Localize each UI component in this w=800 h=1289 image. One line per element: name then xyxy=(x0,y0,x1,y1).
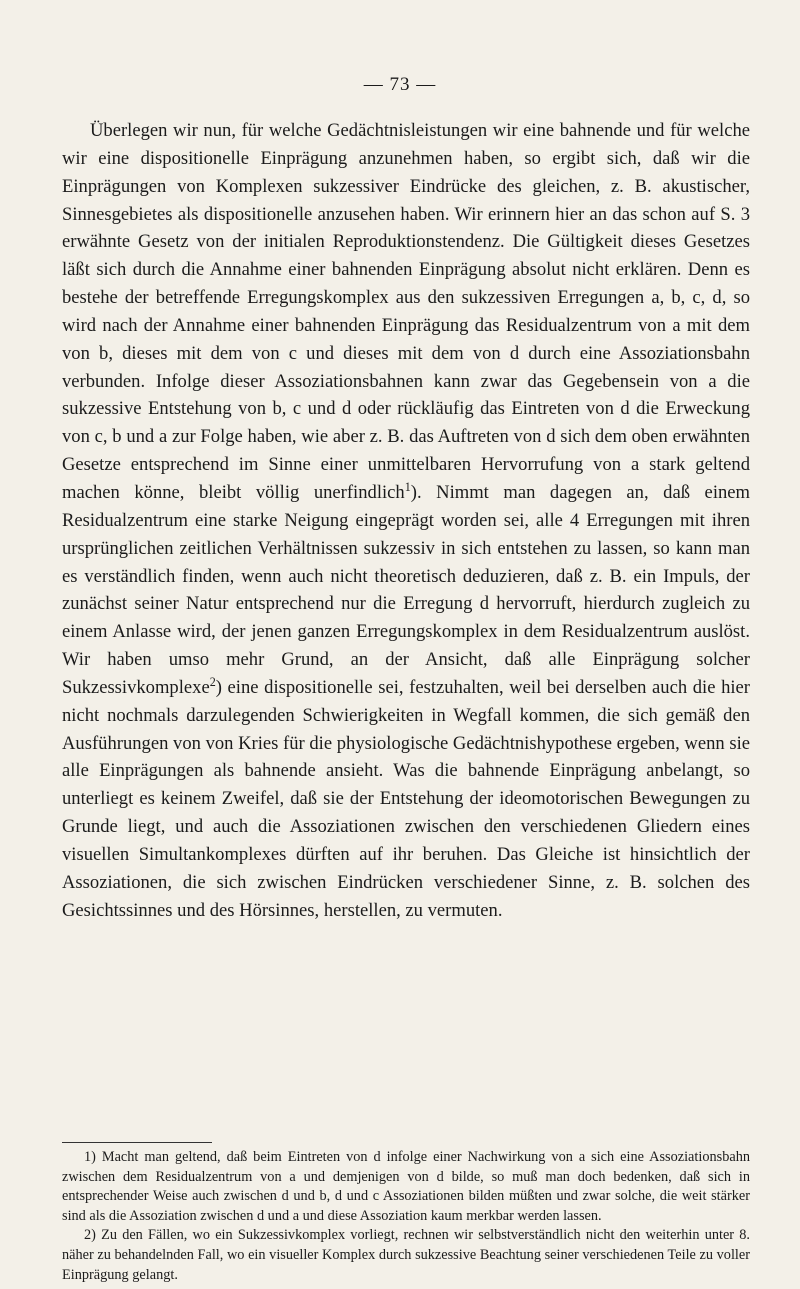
text-segment: ) eine dispositionelle sei, festzuhalten, weil bei derselben auch die hier nicht nochmals darzulegenden Schwierigkeiten in Wegfall kommen, die sich gemäß den Ausführungen von von Kries für die physiologische Gedächtnishypothese ergeben, wenn sie alle Einprägungen als bahnende ansieht. Was die bahnende Einprägung anbelangt, so unterliegt es keinem Zweifel, daß sie der Entstehung der ideomotorischen Bewegungen zu Grunde liegt, und auch die Assoziationen zwischen den verschiedenen Gliedern eines visuellen Simultankomplexes dürften auf ihr beruhen. Das Gleiche ist hinsichtlich der Assoziationen, die sich zwischen Eindrücken verschiedener Sinne, z. B. solchen des Gesichtssinnes und des Hörsinnes, herstellen, zu vermuten. xyxy=(62,676,750,921)
footnote-divider xyxy=(62,1142,212,1143)
main-text xyxy=(62,117,750,924)
footnote: 1) Macht man geltend, daß beim Eintreten von d infolge einer Nachwirkung von a sich eine Assoziationsbahn zwischen dem Residualzentrum von a und demjenigen von d bilde, so muß man doch bedenken, daß sich in entsprechender Weise auch zwischen d und b, d und c Assoziationen bilden müßten und zwar solche, die weit stärker sind als die Assoziation zwischen d und a und diese Assoziation kaum merkbar werden lassen. xyxy=(62,1149,750,1224)
text-segment: ). Nimmt man dagegen an, daß einem Residualzentrum eine starke Neigung eingeprägt worden sei, alle 4 Erregungen mit ihren ursprünglichen zeitlichen Verhältnissen sukzessiv in sich entstehen zu lassen, so kann man es verständlich finden, wenn auch nicht theoretisch deduzieren, daß z. B. ein Impuls, der zunächst seiner Natur entsprechend nur die Erregung d hervorruft, hierdurch zugleich zu einem Anlasse wird, der jenen ganzen Erregungskomplex in dem Residualzentrum auslöst. Wir haben umso mehr Grund, an der Ansicht, daß alle Einprägung solcher Sukzessivkomplexe xyxy=(62,481,750,698)
paragraph xyxy=(62,117,750,924)
footnote-marker: 2 xyxy=(209,674,216,689)
footnotes xyxy=(62,1148,750,1285)
footnote-marker: 1 xyxy=(404,479,411,494)
text-segment: Überlegen wir nun, für welche Gedächtnisleistungen wir eine bahnende und für welche wir eine dispositionelle Einprägung anzunehmen haben, so ergibt sich, daß wir die Einprägungen von Komplexen sukzessiver Eindrücke des gleichen, z. B. akustischer, Sinnesgebietes als dispositionelle anzusehen haben. Wir erinnern hier an das schon auf S. 3 erwähnte Gesetz von der initialen Reproduktionstendenz. Die Gültigkeit dieses Gesetzes läßt sich durch die Annahme einer bahnenden Einprägung absolut nicht erklären. Denn es bestehe der betreffende Erregungskomplex aus den sukzessiven Erregungen a, b, c, d, so wird nach der Annahme einer bahnenden Einprägung das Residualzentrum von a mit dem von b, dieses mit dem von c und dieses mit dem von d durch eine Assoziationsbahn verbunden. Infolge dieser Assoziationsbahnen kann zwar das Gegebensein von a die sukzessive Entstehung von b, c und d oder rückläufig das Eintreten von d die Erweckung von c, b und a zur Folge haben, wie aber z. B. das Auftreten von d sich dem oben erwähnten Gesetze entsprechend im Sinne einer unmittelbaren Hervorrufung von a stark geltend machen könne, bleibt völlig unerfindlich xyxy=(62,120,750,503)
page-number: — 73 — xyxy=(363,74,437,95)
footnote: 2) Zu den Fällen, wo ein Sukzessivkomplex vorliegt, rechnen wir selbstverständlich nicht den weiterhin unter 8. näher zu behandelnden Fall, wo ein visueller Komplex durch sukzessive Beachtung seiner verschiedenen Teile zu voller Einprägung gelangt. xyxy=(62,1227,750,1283)
